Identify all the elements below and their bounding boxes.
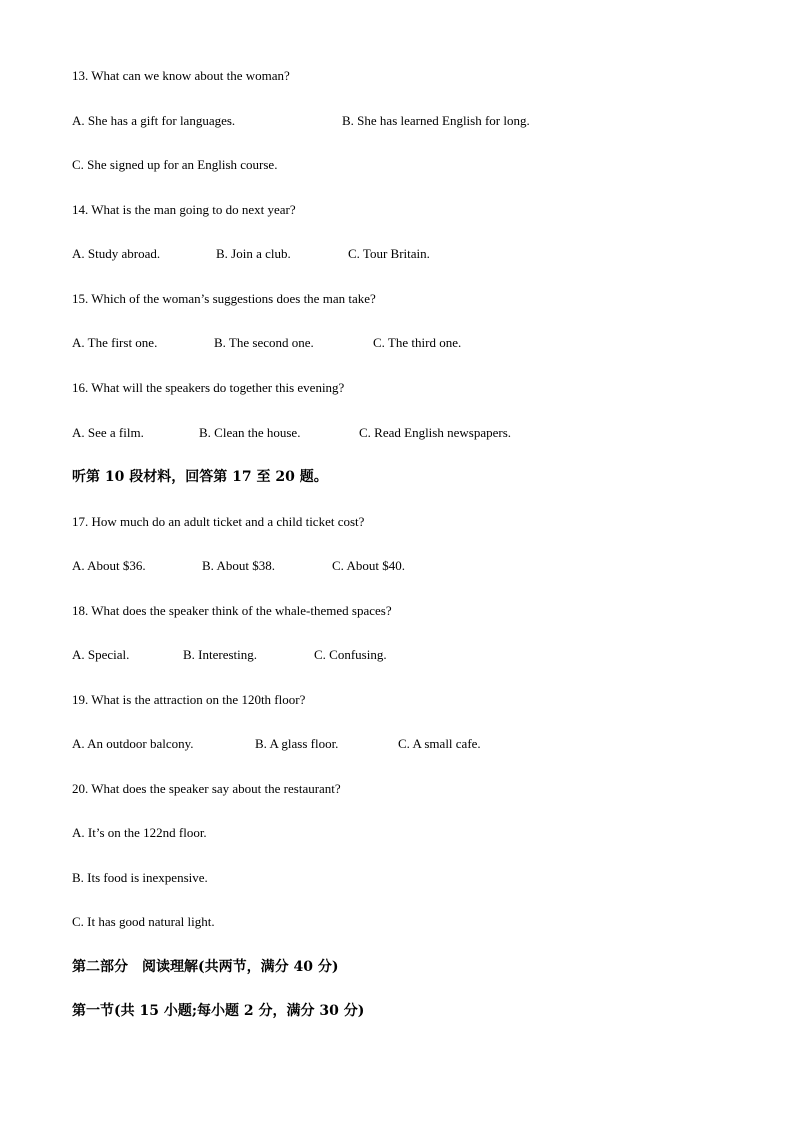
part-2-heading: 第二部分 阅读理解(共两节，满分 40 分) — [72, 959, 339, 975]
section-1-heading: 第一节(共 15 小题;每小题 2 分，满分 30 分) — [72, 1003, 365, 1019]
question-19-options-row — [72, 734, 722, 754]
q15-option-a: A. The first one. — [72, 335, 158, 350]
q18-option-c: C. Confusing. — [314, 647, 387, 662]
q13-option-c: C. She signed up for an English course. — [72, 157, 278, 172]
question-16-options-row — [72, 423, 722, 443]
question-15-options-row — [72, 333, 722, 353]
q14-option-b: B. Join a club. — [216, 246, 291, 261]
question-14-stem: 14. What is the man going to do next year? — [72, 202, 296, 217]
q17-option-a: A. About $36. — [72, 558, 146, 573]
question-17-stem: 17. How much do an adult ticket and a child ticket cost? — [72, 514, 365, 529]
question-20-stem: 20. What does the speaker say about the restaurant? — [72, 781, 341, 796]
q14-option-c: C. Tour Britain. — [348, 246, 430, 261]
q19-option-a: A. An outdoor balcony. — [72, 736, 194, 751]
question-14-options-row — [72, 244, 722, 264]
question-15-stem: 15. Which of the woman’s suggestions does the man take? — [72, 291, 376, 306]
q15-option-b: B. The second one. — [214, 335, 314, 350]
q15-option-c: C. The third one. — [373, 335, 462, 350]
q19-option-b: B. A glass floor. — [255, 736, 339, 751]
question-16-stem: 16. What will the speakers do together this evening? — [72, 380, 345, 395]
question-19-stem: 19. What is the attraction on the 120th floor? — [72, 692, 306, 707]
q16-option-a: A. See a film. — [72, 425, 144, 440]
q19-option-c: C. A small cafe. — [398, 736, 481, 751]
question-18-options-row — [72, 645, 722, 665]
q16-option-c: C. Read English newspapers. — [359, 425, 512, 440]
question-13-stem: 13. What can we know about the woman? — [72, 68, 290, 83]
q20-option-b: B. Its food is inexpensive. — [72, 870, 208, 885]
question-18-stem: 18. What does the speaker think of the whale-themed spaces? — [72, 603, 392, 618]
q14-option-a: A. Study abroad. — [72, 246, 161, 261]
q13-option-b: B. She has learned English for long. — [342, 113, 530, 128]
q17-option-b: B. About $38. — [202, 558, 275, 573]
q17-option-c: C. About $40. — [332, 558, 405, 573]
q18-option-a: A. Special. — [72, 647, 130, 662]
q18-option-b: B. Interesting. — [183, 647, 258, 662]
section-10-heading: 听第 10 段材料，回答第 17 至 20 题。 — [72, 469, 328, 485]
q20-option-a: A. It’s on the 122nd floor. — [72, 825, 207, 840]
question-17-options-row — [72, 556, 722, 576]
q16-option-b: B. Clean the house. — [199, 425, 301, 440]
q13-option-a: A. She has a gift for languages. — [72, 113, 236, 128]
q20-option-c: C. It has good natural light. — [72, 914, 215, 929]
question-13-options-row — [72, 111, 722, 131]
